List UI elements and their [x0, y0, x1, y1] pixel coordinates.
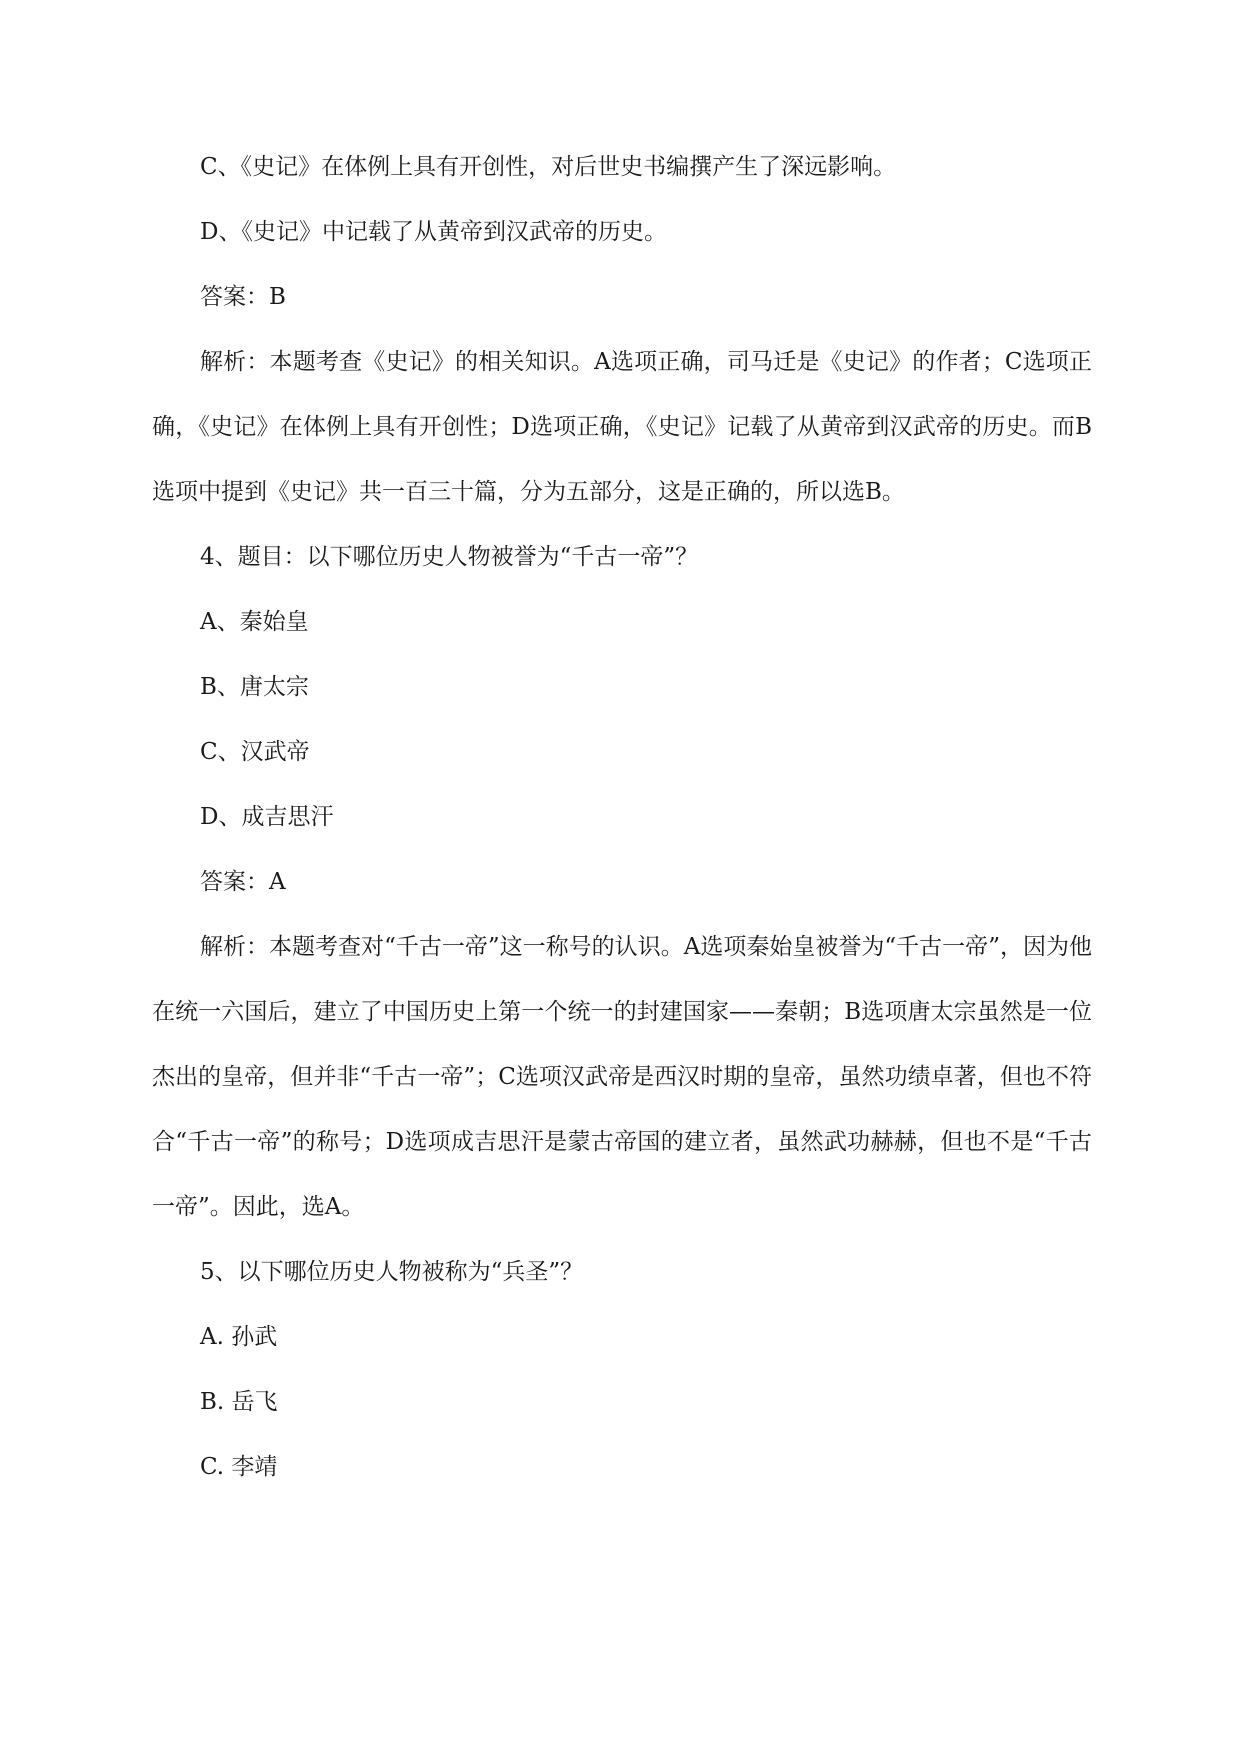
option-a-q4: A、秦始皇: [200, 609, 309, 635]
explanation-q3: 解析：本题考查《史记》的相关知识。A选项正确，司马迁是《史记》的作者；C选项正确，《史记》在体例上具有开创性；D选项正确，《史记》记载了从黄帝到汉武帝的历史。而B选项中提到《史记》共一百三十篇，分为五部分，这是正确的，所以选B。: [152, 349, 1092, 505]
option-a-q5: A. 孙武: [200, 1324, 278, 1350]
option-d-q4: D、成吉思汗: [200, 804, 334, 830]
option-d-q3: D、《史记》中记载了从黄帝到汉武帝的历史。: [200, 219, 667, 245]
question-5: 5、以下哪位历史人物被称为“兵圣”？: [200, 1259, 584, 1285]
answer-q4: 答案：A: [200, 869, 286, 895]
option-c-q3: C、《史记》在体例上具有开创性，对后世史书编撰产生了深远影响。: [200, 154, 897, 180]
option-c-q5: C. 李靖: [200, 1454, 278, 1480]
explanation-q4: 解析：本题考查对“千古一帝”这一称号的认识。A选项秦始皇被誉为“千古一帝”，因为他在统一六国后，建立了中国历史上第一个统一的封建国家——秦朝；B选项唐太宗虽然是一位杰出的皇帝，但并非“千古一帝”；C选项汉武帝是西汉时期的皇帝，虽然功绩卓著，但也不符合“千古一帝”的称号；D选项成吉思汗是蒙古帝国的建立者，虽然武功赫赫，但也不是“千古一帝”。因此，选A。: [152, 934, 1092, 1220]
option-b-q4: B、唐太宗: [200, 674, 309, 700]
option-c-q4: C、汉武帝: [200, 739, 310, 765]
question-4: 4、题目：以下哪位历史人物被誉为“千古一帝”？: [200, 544, 699, 570]
document-body: [152, 135, 1092, 1500]
answer-q3: 答案：B: [200, 284, 286, 310]
option-b-q5: B. 岳飞: [200, 1389, 278, 1415]
